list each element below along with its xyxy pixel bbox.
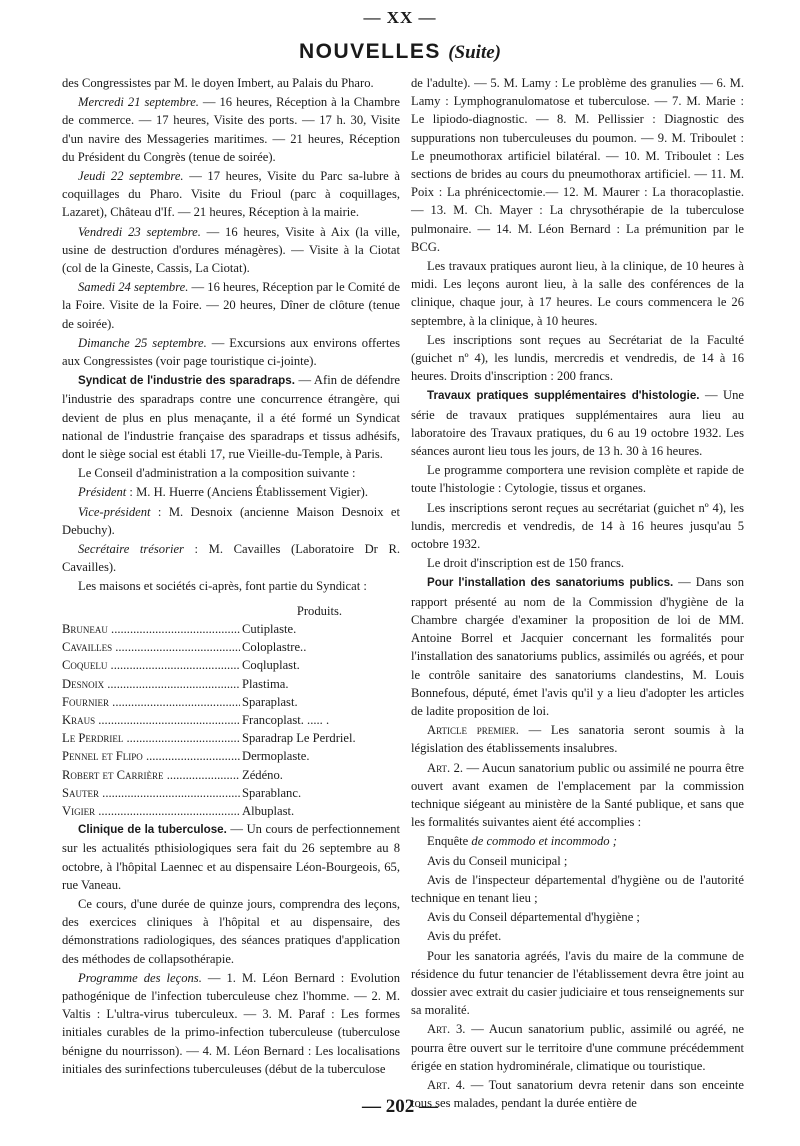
paragraph-text: : M. Desnoix (ancienne Maison Desnoix et Debuchy).	[62, 504, 400, 537]
programme-label: Programme des leçons.	[78, 970, 202, 985]
company-name: Sauter .....	[62, 784, 240, 802]
article-label: Art. 2.	[427, 760, 464, 775]
paragraph-text: — Tout sanatorium devra retenir dans son enceinte tous ses malades, pendant la durée entière de	[411, 1077, 744, 1111]
paragraph: Les inscriptions sont reçues au Secrétariat de la Faculté (guichet nº 4), les lundis, mercredis et vendredis, de 14 à 16 heures. Droits d'inscription : 200 francs.	[411, 332, 744, 384]
day-label: Dimanche 25 septembre.	[78, 335, 207, 350]
page-number: — 202 —	[362, 1096, 438, 1117]
paragraph: Les travaux pratiques auront lieu, à la clinique, de 10 heures à midi. Les leçons auront lieu, à la salle des conférences de la clinique, chaque jour, à 17 heures. Le cours commencera le 26 septembre, à la clinique, à 10 heures.	[411, 259, 744, 328]
product-name: Plastima.	[242, 676, 289, 691]
paragraph	[62, 223, 400, 278]
page-title	[0, 40, 800, 64]
paragraph	[62, 334, 400, 370]
paragraph-text: : M. Cavailles (Laboratoire Dr R. Cavailles).	[62, 542, 401, 575]
title-suite: (Suite)	[448, 42, 501, 63]
product-row	[62, 784, 400, 802]
article-label: Art. 4.	[427, 1077, 466, 1092]
paragraph: de l'adulte). — 5. M. Lamy : Le problème des granulies — 6. M. Lamy : Lymphogranulomatose et tuberculose. — 7. M. Marie : Le lipiodo-diagnostic. — 8. M. Pellissier : Diagnostic des suppurations non tuberculeuses du poumon. — 9. M. Triboulet : Le pneumothorax artificiel bilatéral. — 10. M. Triboulet : Les sections de brides au cours du pneumothorax artificiel. — 11. M. Poix : La phrénicectomie.— 12. M. Maurer : La thoracoplastie. — 13. M. Ch. Mayer : La chrysothérapie de la tuberculose pulmonaire. — 14. M. Léon Bernard : La prémunition par le BCG.	[411, 76, 744, 254]
day-label: Mercredi 21 septembre.	[78, 95, 199, 110]
company-name: Vigier .....	[62, 802, 240, 820]
product-name: Sparaplast.	[242, 694, 298, 709]
paragraph	[62, 167, 400, 222]
day-label: Samedi 24 septembre.	[78, 280, 189, 295]
avis-line: Avis du Conseil départemental d'hygiène ;	[427, 910, 640, 925]
paragraph-text: — Un cours de perfectionnement sur les actualités pthisiologiques sera fait du 26 septembre au 8 octobre, à l'hôpital Laennec et au dispensaire Léon-Bourgeois, 65, rue Vaneau.	[62, 822, 400, 892]
paragraph-text: — Les sanatoria seront soumis à la législation des établissements insalubres.	[411, 723, 744, 756]
product-row	[62, 747, 400, 765]
company-name: Cavailles .....	[62, 638, 240, 656]
paragraph	[62, 278, 400, 333]
section-heading: Travaux pratiques supplémentaires d'histologie.	[427, 389, 700, 403]
product-row	[62, 656, 400, 674]
product-row	[62, 711, 400, 729]
company-name: Robert et Carrière .....	[62, 766, 240, 784]
paragraph: Le droit d'inscription est de 150 francs.	[427, 556, 625, 571]
role-label: Secrétaire trésorier	[78, 542, 184, 557]
paragraph-text: : M. H. Huerre (Anciens Établissement Vigier).	[126, 485, 369, 500]
avis-line: Avis de l'inspecteur départemental d'hygiène ou de l'autorité technique en tenant lieu ;	[411, 872, 744, 905]
product-row	[62, 693, 400, 711]
paragraph-text: — 16 heures, Réception par le Comité de la Foire. Visite de la Foire. — 20 heures, Dîner de clôture (tenue de soirée).	[62, 280, 400, 331]
section-heading: Pour l'installation des sanatoriums publics.	[427, 576, 674, 590]
paragraph-text: — Excursions aux environs offertes aux Congressistes (voir page touristique ci-jointe).	[62, 335, 400, 369]
paragraph: Le Conseil d'administration a la composition suivante :	[78, 466, 356, 481]
paragraph-text: Enquête	[427, 834, 472, 849]
product-list	[62, 620, 400, 820]
paragraph: Les inscriptions seront reçues au secrétariat (guichet nº 4), les lundis, mercredis et vendredis, de 14 à 16 heures jusqu'au 5 octobre 1932.	[411, 500, 744, 552]
article-label: Art. 3.	[427, 1022, 466, 1037]
paragraph-text: — 1. M. Léon Bernard : Evolution pathogénique de l'infection tuberculeuse chez l'homme. — 2. M. Valtis : L'ultra-virus tuberculeux. — 3. M. Paraf : Les formes initiales curables de la primo-infection tuberculeuse (tuberculose bénigne du nourrisson). — 4. M. Léon Bernard : Les localisations initiales des surinfections tuberculeuses (début de la tuberculose	[62, 970, 400, 1076]
right-column	[411, 74, 744, 1113]
paragraph: Le programme comportera une revision complète et rapide de toute l'histologie : Cytologie, tissus et organes.	[411, 463, 744, 496]
avis-line: Avis du Conseil municipal ;	[427, 853, 568, 868]
board-vice-president	[62, 503, 400, 539]
section-clinique	[62, 820, 400, 894]
paragraph-text: — 16 heures, Visite à Aix (la ville, usine de destruction d'ordures ménagères). — Visite à la Ciotat (col de la Gineste, Cassis, La Ciotat).	[62, 224, 400, 276]
paragraph-text: — Dans son rapport présenté au nom de la Commission d'hygiène de la Chambre chargée d'examiner la proposition de loi de MM. Antoine Borrel et Jacquier concernant les formalités pour l'installation des sanatoriums publics, assimilés ou agréés, et pour le contrôle sanitaire des sanatoriums clandestins, M. Louis Bonnefous, député, émet l'avis qu'il y a lieu d'adopter les articles de ladite proposition de loi.	[411, 575, 744, 718]
company-name: Le Perdriel .....	[62, 729, 240, 747]
paragraph-text: — Afin de défendre l'industrie des sparadraps contre une concurrence étrangère, qui devient de plus en plus menaçante, il a été formé un Syndicat national de l'industrie française des sparadraps et tissus adhésifs, dont le siège social est établi 17, rue Vieille-du-Temple, à Paris.	[62, 373, 400, 462]
role-label: Président	[78, 485, 127, 500]
product-name: Cutiplaste.	[242, 621, 297, 636]
paragraph	[62, 969, 400, 1078]
article-1	[411, 721, 744, 757]
company-name: Coquelu .....	[62, 656, 240, 674]
section-sanatoriums	[411, 573, 744, 720]
article-3	[411, 1020, 744, 1075]
article-2	[411, 759, 744, 832]
section-syndicat	[62, 371, 400, 463]
product-row	[62, 729, 400, 747]
article-label: Article premier.	[427, 723, 519, 738]
board-president	[62, 483, 400, 501]
product-name: Sparadrap Le Perdriel.	[242, 731, 356, 746]
product-name: Sparablanc.	[242, 785, 302, 800]
products-heading: Produits.	[296, 603, 342, 618]
product-row	[62, 802, 400, 820]
paragraph: des Congressistes par M. le doyen Imbert, au Palais du Pharo.	[62, 76, 374, 90]
paragraph-text: — 17 heures, Visite du Parc sa-lubre à coquillages du Pharo. Visite du Frioul (parc à coquillages, Lazaret), Château d'If. — 21 heures, Réception à la mairie.	[62, 169, 400, 220]
paragraph: Les maisons et sociétés ci-après, font partie du Syndicat :	[78, 579, 367, 594]
product-name: Zédéno.	[242, 767, 283, 782]
paragraph: Pour les sanatoria agréés, l'avis du maire de la commune de résidence du futur tenancier de l'établissement devra être joint au dossier avec extrait du casier judiciaire et tous renseignements sur sa moralité.	[411, 948, 744, 1018]
paragraph-text: — 16 heures, Réception à la Chambre de commerce. — 17 heures, Visite des ports. — 17 h. 30, Visite d'un navire des Messageries maritimes. — 21 heures, Réception du Président du Congrès (tenue de soirée).	[62, 95, 400, 164]
product-name: Francoplast. ..... .	[242, 712, 330, 727]
latin-phrase: de commodo et incommodo ;	[471, 834, 617, 849]
section-heading: Syndicat de l'industrie des sparadraps.	[78, 374, 295, 388]
day-label: Jeudi 22 septembre.	[78, 169, 184, 184]
company-name: Pennel et Flipo .....	[62, 747, 240, 765]
section-travaux	[411, 386, 744, 460]
product-name: Coloplastre..	[242, 640, 307, 655]
left-column	[62, 74, 400, 1079]
paragraph-text: — Aucun sanatorium public, assimilé ou agréé, ne pourra être ouvert sur le territoire d'une commune précédemment érigée en station hydrominérale, climatique ou touristique.	[411, 1022, 744, 1073]
paragraph-text: — Aucun sanatorium public ou assimilé ne pourra être ouvert avant examen de l'emplacement par la commission technique siégeant au ministère de la Santé publique, et sans que les formalités suivantes aient été accomplies :	[411, 760, 744, 830]
page-roman-numeral: — XX —	[363, 8, 437, 27]
product-row	[62, 675, 400, 693]
role-label: Vice-président	[78, 504, 151, 519]
avis-line: Avis du préfet.	[427, 929, 502, 944]
product-row	[62, 638, 400, 656]
company-name: Kraus .....	[62, 711, 240, 729]
product-row	[62, 766, 400, 784]
product-name: Albuplast.	[242, 803, 295, 818]
day-label: Vendredi 23 septembre.	[78, 224, 201, 239]
company-name: Bruneau .....	[62, 620, 240, 638]
company-name: Fournier .....	[62, 693, 240, 711]
company-name: Desnoix .....	[62, 675, 240, 693]
paragraph-text: — Une série de travaux pratiques supplémentaires aura lieu au laboratoire des Travaux pratiques, du 6 au 19 octobre 1932. Les séances auront lieu tous les jours, de 13 h. 30 à 16 heures.	[411, 388, 745, 459]
product-name: Dermoplaste.	[242, 749, 310, 764]
section-heading: Clinique de la tuberculose.	[78, 823, 227, 837]
product-name: Coqluplast.	[242, 658, 300, 673]
title-main: NOUVELLES	[299, 40, 441, 63]
product-row	[62, 620, 400, 638]
enquete-line	[411, 832, 744, 850]
paragraph: Ce cours, d'une durée de quinze jours, comprendra des leçons, des exercices cliniques à l'hôpital et au dispensaire, des démonstrations radiologiques, des séances pratiques d'application des méthodes de collapsothérapie.	[62, 896, 400, 966]
board-secretary	[62, 540, 400, 576]
paragraph	[62, 93, 400, 166]
